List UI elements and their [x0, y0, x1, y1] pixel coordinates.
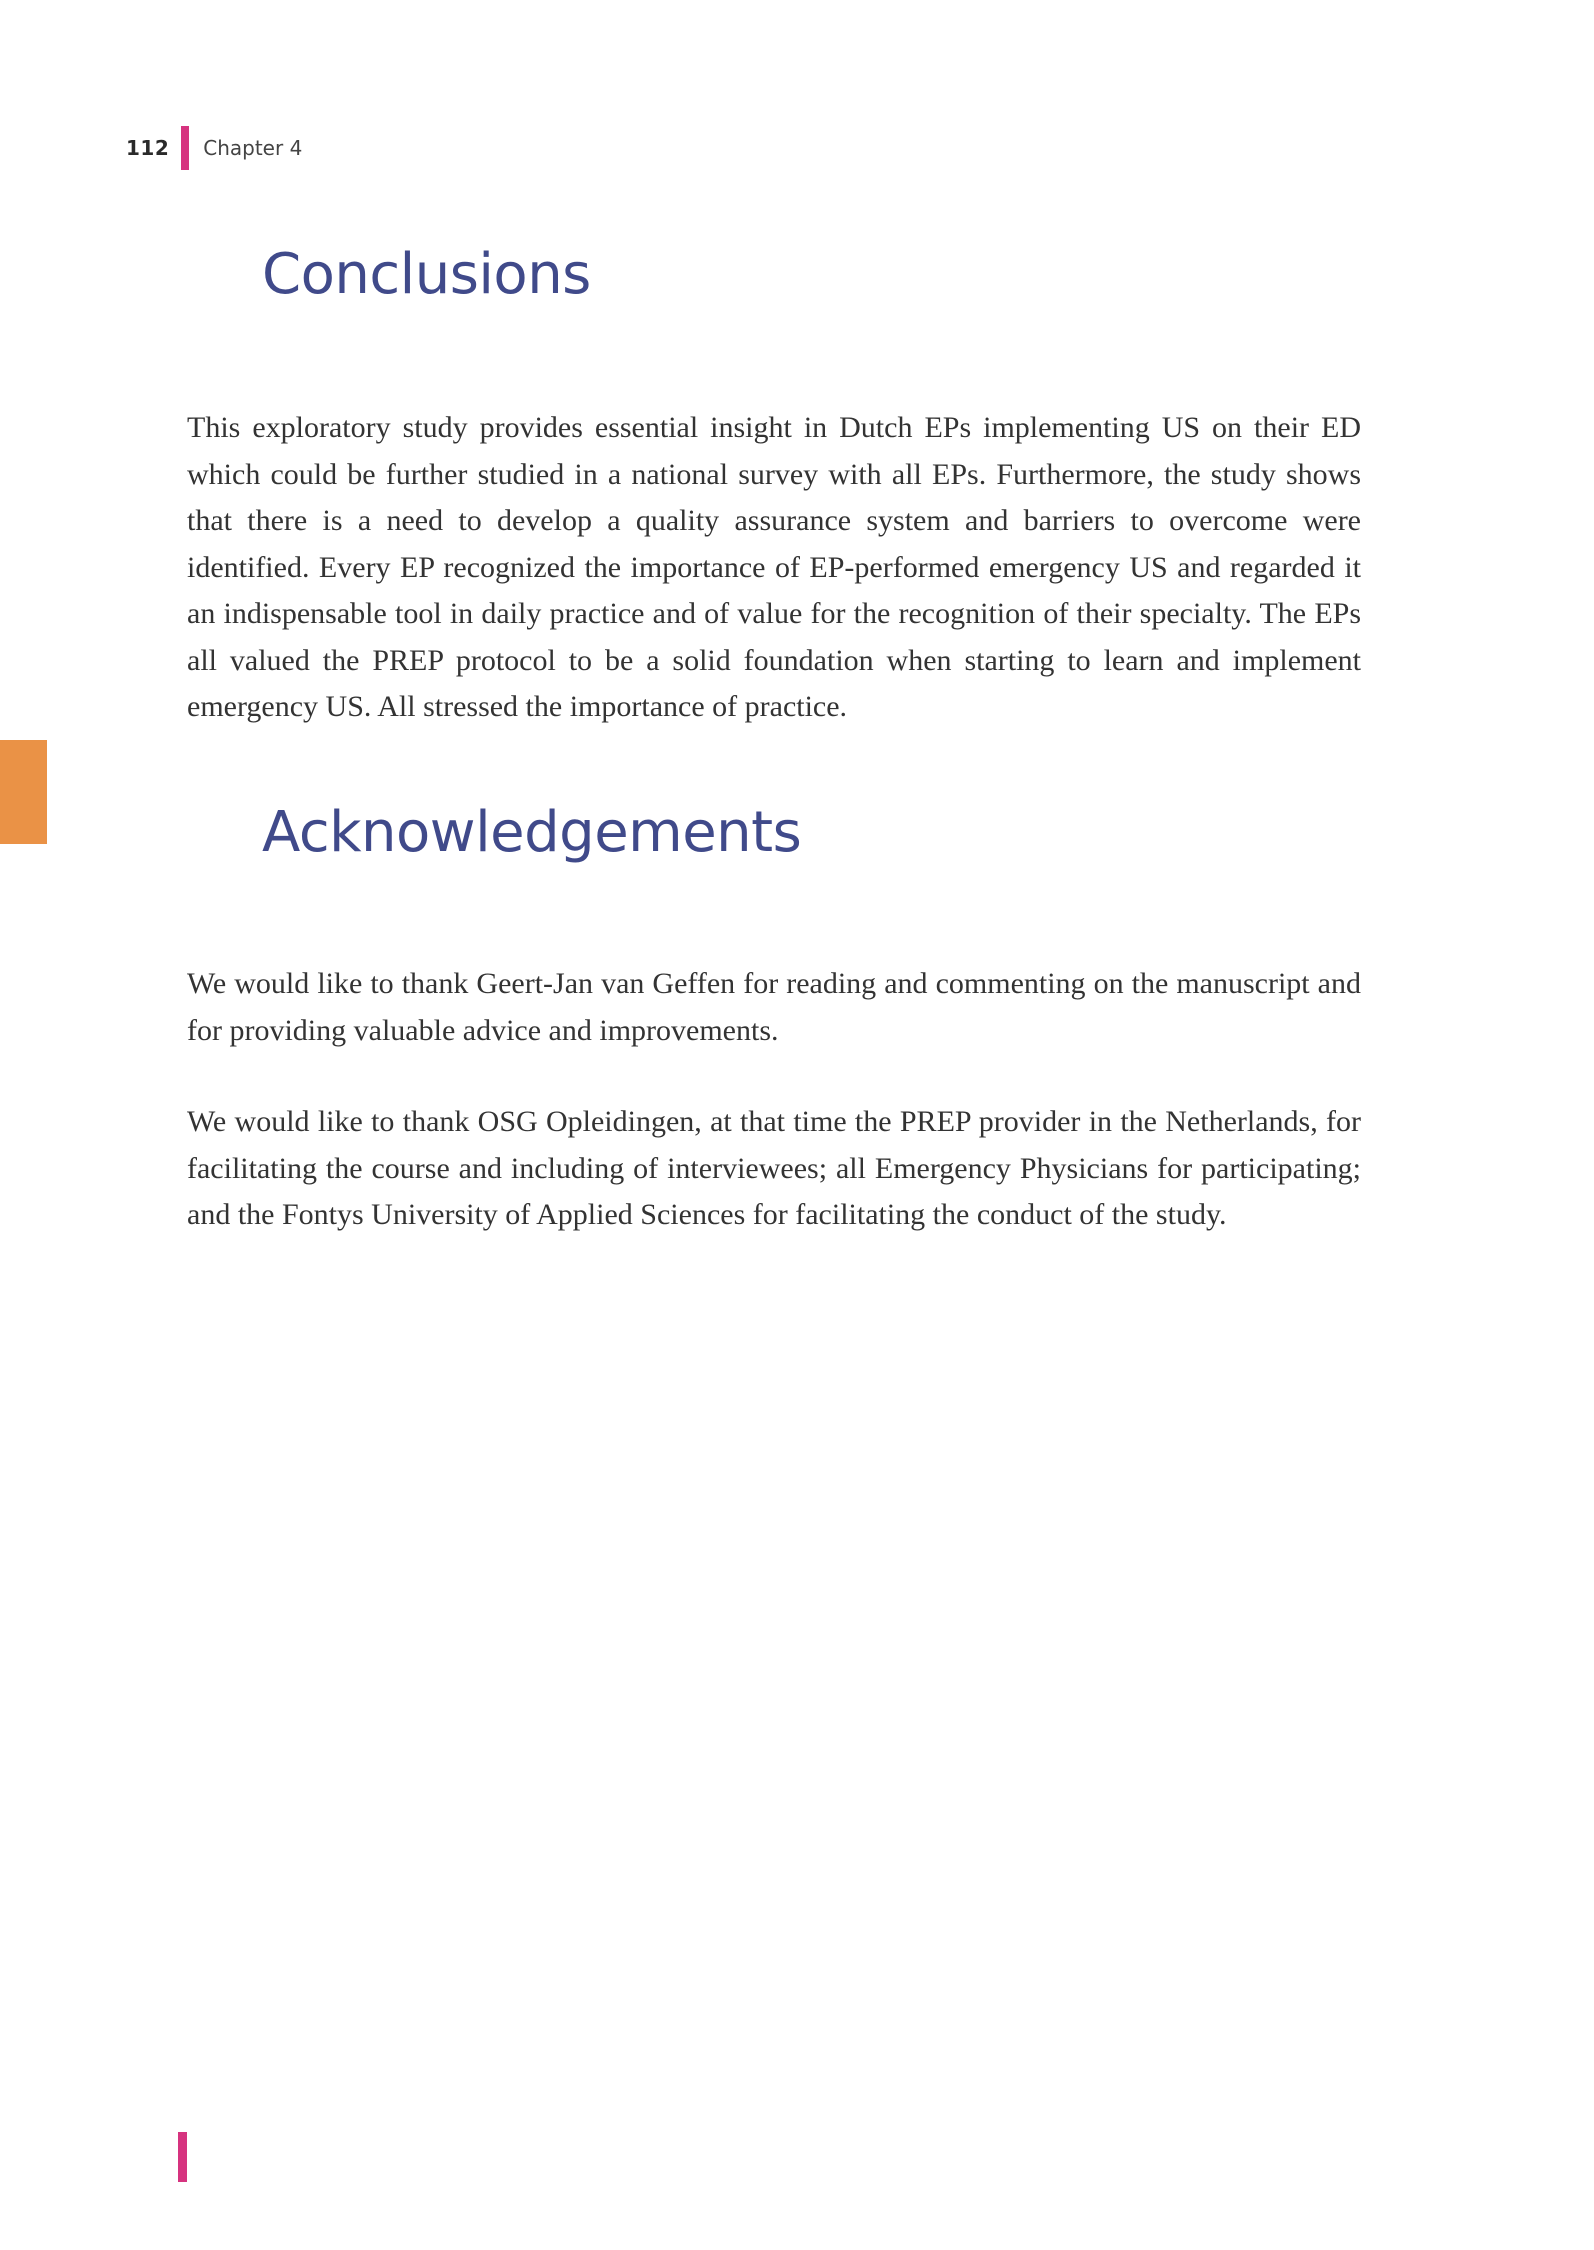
acknowledgements-paragraph-1: We would like to thank Geert-Jan van Geffen for reading and commenting on the manuscript and for providing valuable advice and improvements.: [187, 967, 1361, 1047]
chapter-label: Chapter 4: [203, 136, 303, 160]
conclusions-heading: Conclusions: [262, 242, 591, 307]
header-divider-bar: [181, 126, 189, 170]
conclusions-body: [187, 405, 1361, 731]
page-number: 112: [126, 136, 170, 160]
footer-accent-bar: [178, 2132, 187, 2182]
chapter-side-tab: [0, 740, 47, 844]
acknowledgements-heading: Acknowledgements: [262, 800, 802, 865]
acknowledgements-body: [187, 961, 1361, 1239]
acknowledgements-paragraph-2: We would like to thank OSG Opleidingen, at that time the PREP provider in the Netherlands, for facilitating the course and including of interviewees; all Emergency Physicians for participating; and the Fontys University of Applied Sciences for facilitating the conduct of the study.: [187, 1105, 1361, 1231]
running-head: [126, 126, 302, 170]
conclusions-paragraph: This exploratory study provides essential insight in Dutch EPs implementing US on their ED which could be further studied in a national survey with all EPs. Furthermore, the study shows that there is a need to develop a quality assurance system and barriers to overcome were identified. Every EP recognized the importance of EP-performed emergency US and regarded it an indispensable tool in daily practice and of value for the recognition of their specialty. The EPs all valued the PREP protocol to be a solid foundation when starting to learn and implement emergency US. All stressed the importance of practice.: [187, 411, 1361, 723]
